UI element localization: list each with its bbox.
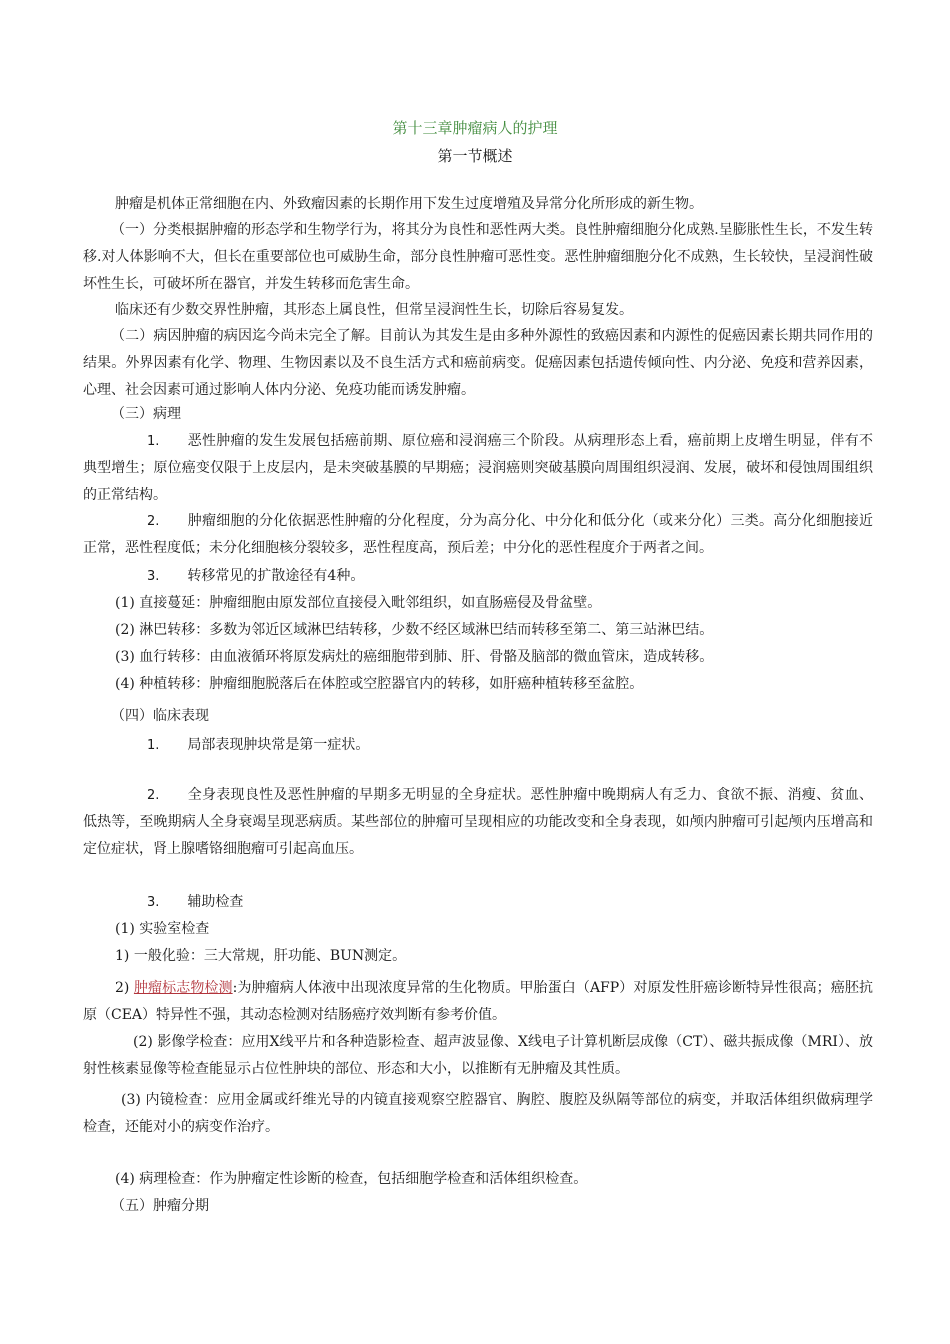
- clinical-item-1: [83, 732, 873, 759]
- clinical-item-2: [83, 782, 873, 863]
- endoscopy-paragraph: (3) 内镜检查：应用金属或纤维光导的内镜直接观察空腔器官、胸腔、腹腔及纵隔等部位的病变，并取活体组织做病理学检查，还能对小的病变作治疗。: [83, 1092, 873, 1135]
- clinical-heading: （四）临床表现: [111, 708, 209, 724]
- biopsy-paragraph: (4) 病理检查：作为肿瘤定性诊断的检查，包括细胞学检查和活体组织检查。: [115, 1171, 588, 1187]
- spread-item-2: (2) 淋巴转移：多数为邻近区域淋巴结转移，少数不经区域淋巴结而转移至第二、第三站淋巴结。: [115, 622, 714, 638]
- staging-heading: （五）肿瘤分期: [111, 1198, 209, 1214]
- pathology-heading: （三）病理: [111, 406, 181, 422]
- pathology-item-2: [83, 508, 873, 562]
- etiology-paragraph: （二）病因肿瘤的病因迄今尚未完全了解。目前认为其发生是由多种外源性的致癌因素和内源性的促癌因素长期共同作用的结果。外界因素有化学、物理、生物因素以及不良生活方式和癌前病变。促癌因素包括遗传倾向性、内分泌、免疫和营养因素，心理、社会因素可通过影响人体内分泌、免疫功能而诱发肿瘤。: [83, 328, 873, 398]
- borderline-paragraph: 临床还有少数交界性肿瘤，其形态上属良性，但常呈浸润性生长，切除后容易复发。: [115, 302, 633, 318]
- lab-item-2-text: :为肿瘤病人体液中出现浓度异常的生化物质。甲胎蛋白（AFP）对原发性肝癌诊断特异性很高；癌胚抗原（CEA）特异性不强，其动态检测对结肠癌疗效判断有参考价值。: [83, 980, 873, 1023]
- lab-item-2-prefix: 2): [115, 980, 134, 996]
- item-number: 1.: [147, 434, 160, 449]
- lab-item-2: [83, 975, 873, 1029]
- item-text: 全身表现良性及恶性肿瘤的早期多无明显的全身症状。恶性肿瘤中晚期病人有乏力、食欲不振、消瘦、贫血、低热等，至晚期病人全身衰竭呈现恶病质。某些部位的肿瘤可呈现相应的功能改变和全身表现，如颅内肿瘤可引起颅内压增高和定位症状，肾上腺嗜铬细胞瘤可引起高血压。: [83, 787, 873, 857]
- spread-item-3: (3) 血行转移：由血液循环将原发病灶的癌细胞带到肺、肝、骨骼及脑部的微血管床，造成转移。: [115, 649, 714, 665]
- item-text: 局部表现肿块常是第一症状。: [187, 737, 370, 753]
- chapter-title: 第十三章肿瘤病人的护理: [392, 119, 558, 137]
- lab-item-1: 1) 一般化验：三大常规，肝功能、BUN测定。: [115, 948, 407, 964]
- imaging-paragraph: (2) 影像学检查：应用X线平片和各种造影检查、超声波显像、X线电子计算机断层成像（CT）、磁共振成像（MRI）、放射性核素显像等检查能显示占位性肿块的部位、形态和大小，以推断有无肿瘤及其性质。: [83, 1034, 873, 1077]
- spread-item-1: (1) 直接蔓延：肿瘤细胞由原发部位直接侵入毗邻组织，如直肠癌侵及骨盆壁。: [115, 595, 602, 611]
- item-number: 3.: [147, 569, 160, 584]
- intro-paragraph: 肿瘤是机体正常细胞在内、外致瘤因素的长期作用下发生过度增殖及异常分化所形成的新生物。: [115, 196, 703, 212]
- classification-paragraph: （一）分类根据肿瘤的形态学和生物学行为，将其分为良性和恶性两大类。良性肿瘤细胞分化成熟.呈膨胀性生长，不发生转移.对人体影响不大，但长在重要部位也可威胁生命，部分良性肿瘤可恶性变。恶性肿瘤细胞分化不成熟，生长较快，呈浸润性破坏性生长，可破坏所在器官，并发生转移而危害生命。: [83, 222, 873, 292]
- item-text: 转移常见的扩散途径有4种。: [187, 568, 365, 584]
- pathology-item-1: [83, 428, 873, 509]
- section-title: 第一节概述: [437, 147, 513, 165]
- clinical-item-3: [83, 889, 873, 916]
- item-number: 2.: [147, 514, 160, 529]
- item-text: 恶性肿瘤的发生发展包括癌前期、原位癌和浸润癌三个阶段。从病理形态上看，癌前期上皮增生明显，伴有不典型增生；原位癌变仅限于上皮层内，是未突破基膜的早期癌；浸润癌则突破基膜向周围组织浸润、发展，破坏和侵蚀周围组织的正常结构。: [83, 433, 873, 503]
- spread-item-4: (4) 种植转移：肿瘤细胞脱落后在体腔或空腔器官内的转移，如肝癌种植转移至盆腔。: [115, 676, 644, 692]
- item-number: 1.: [147, 738, 160, 753]
- item-number: 3.: [147, 895, 160, 910]
- lab-heading: (1) 实验室检查: [115, 921, 210, 937]
- item-text: 肿瘤细胞的分化依据恶性肿瘤的分化程度，分为高分化、中分化和低分化（或来分化）三类。高分化细胞接近正常，恶性程度低；未分化细胞核分裂较多，恶性程度高，预后差；中分化的恶性程度介于两者之间。: [83, 513, 873, 556]
- item-number: 2.: [147, 788, 160, 803]
- item-text: 辅助检查: [187, 894, 244, 910]
- tumor-marker-link[interactable]: 肿瘤标志物检测: [133, 980, 233, 996]
- pathology-item-3: [83, 563, 873, 590]
